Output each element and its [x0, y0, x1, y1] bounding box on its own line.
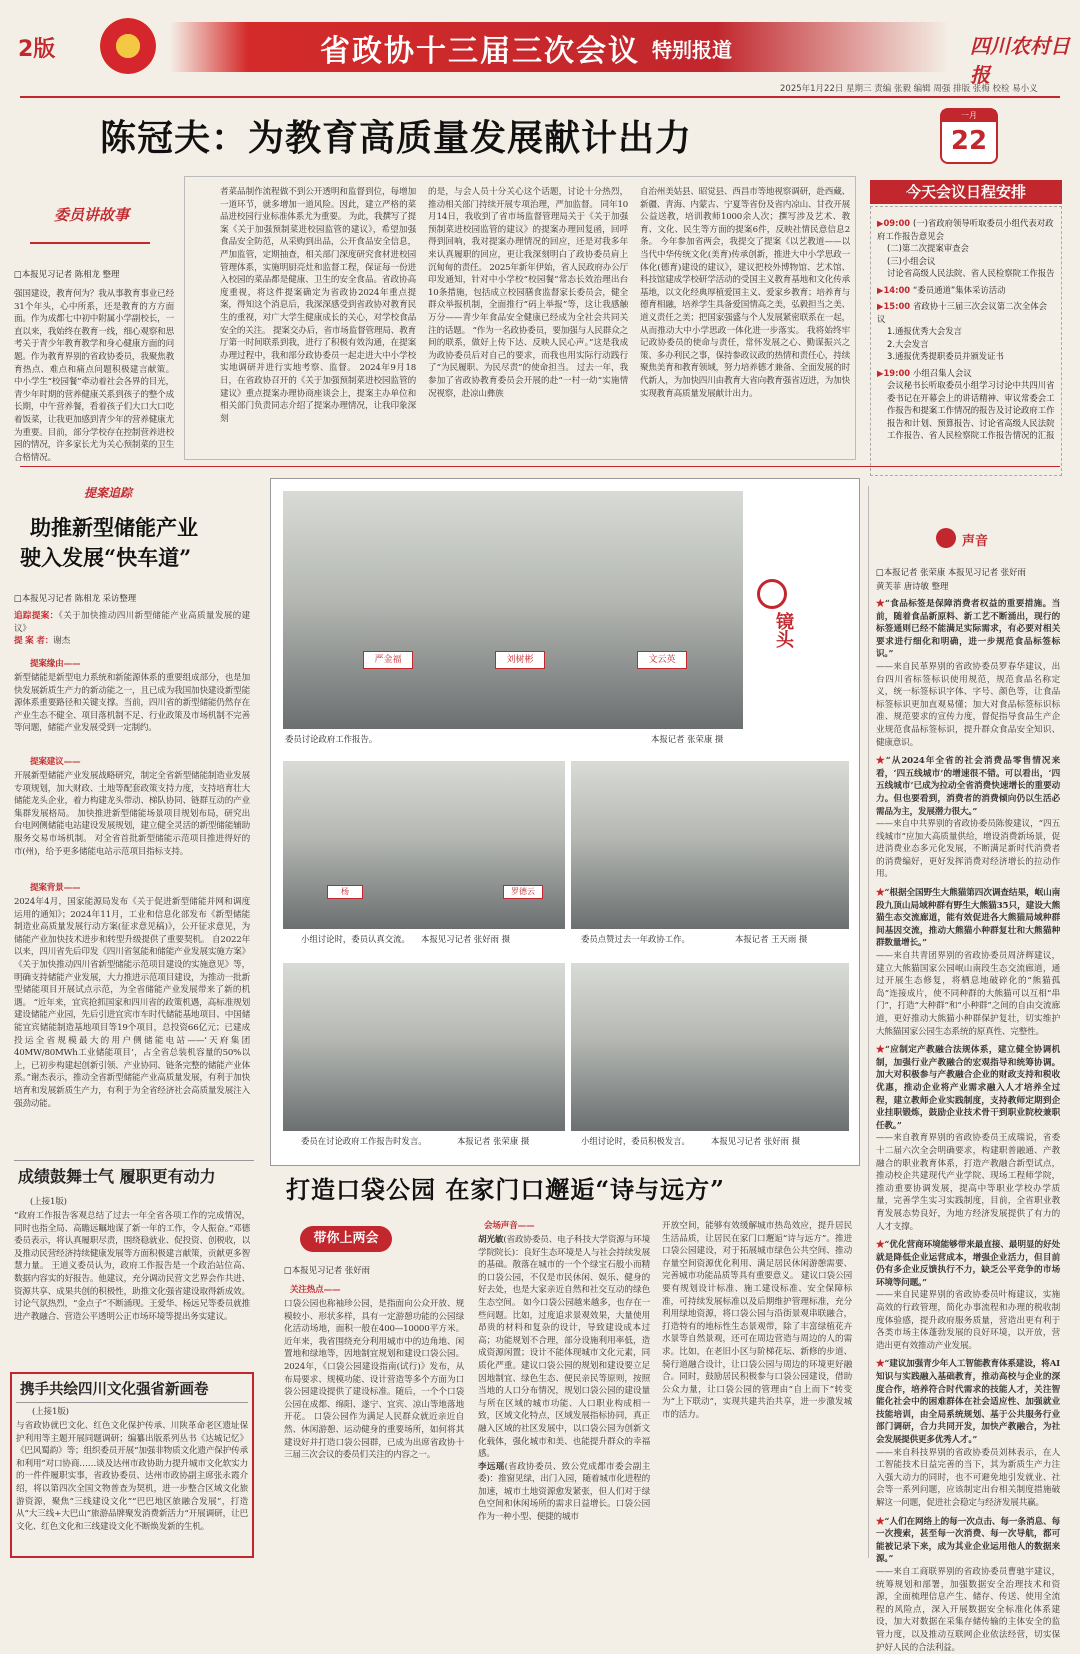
story5-byline: □本报见习记者 张好雨 — [284, 1265, 370, 1275]
agenda-text: 1.通报优秀大会发言 — [887, 326, 962, 336]
photo-frame — [270, 478, 860, 1166]
story1-byline: □本报见习记者 陈相龙 整理 — [14, 269, 120, 279]
story2-reason: 新型储能是新型电力系统和新能源体系的重要组成部分，也是加快发展新质生产力的新动能之一，且已成为我国加快建设新型能源体系重要路径和关键支撑。当前，四川省的新型储能仍然存在产业生态不健全、项目落机制不足、行业政策及市场机制不完善等问题，储能产业发展受到一定制约。 — [14, 673, 250, 734]
voices-byline-2: 黄芙菲 唐诗敏 整理 — [876, 581, 949, 591]
story5-col3: 开放空间，能够有效缓解城市热岛效应，提升居民生活品质，让居民在家门口邂逅“诗与远方”。推进口袋公园建设，对于拓展城市绿色公共空间、推动存量空间资源优化利用、满足居民休闲游憩需要、完善城市功能品质等具有重要意义。 建议口袋公园要有规划设计标准、施工建设标准、安全保障标准，可持续发展标准以及后期维护管理标准，充分利用绿地资源，将口袋公园与沿街景观串联融合，打造特有的地标性生态景观带，除了丰富绿植花卉水景等自然景观，还可在周边营造与周边的人的需求。比如，在老旧小区与阶梯花坛、新修的步道、骑行道融合设计，让口袋公园与周边的环境更好融合。同时，鼓励居民积极参与口袋公园建设，借助公众力量，让口袋公园的管理由“自上而下”转变为“上下联动”，实现共建共治共享，进一步激发城市的活力。 — [662, 1221, 852, 1420]
voice-quote: “应制定产教融合法规体系，建立健全协调机制，加强行业产教融合的宏观指导和统筹协调。加大对积极参与产教融合企业的财政支持和税收优惠，推动企业将产业需求融入人才培养全过程，建立教师企业实践制度，支持教师定期到企业挂职锻炼，鼓励企业技术骨干到职业院校兼职任教。” — [876, 1045, 1060, 1131]
phone-icon — [936, 528, 956, 548]
agenda-item — [877, 350, 1055, 363]
story2-reason-label: 提案缘由—— — [30, 659, 81, 669]
page-meta: 2025年1月22日 星期三 责编 张毅 编辑 周强 排版 张梅 校检 易小义 — [780, 84, 1038, 94]
agenda-time: ▶09:00 — [877, 218, 914, 228]
photo-caption-3: 委员点赞过去一年政协工作。 — [581, 934, 690, 944]
divider — [20, 466, 1060, 467]
photo-credit-3: 本报记者 王天雨 摄 — [735, 934, 808, 944]
nameplate: 严金福 — [363, 651, 413, 669]
voice-source: ——来自民革界别的省政协委员罗春华建议，出台四川省标签标识使用规范，规范食品名称定义，统一标签标识字体、字号、颜色等，让食品标签标识更加直观易懂；加大对食品标签标识标准、规范要求的宣传力度，督促指导食品生产企业规范食品标签标识，提升群众食品安全知识、健康意识。 — [876, 661, 1060, 748]
voice-source: ——来自民建界别的省政协委员叶梅建议，实施高效的行政管理，简化办事流程和办理的税收制度体验感，提升政府服务质量，营造出更有利于各类市场主体蓬勃发展的良好环境，以开放，营造出更有效推动产业发展。 — [876, 1290, 1060, 1351]
agenda-time: ▶19:00 — [877, 367, 914, 378]
photo-discussion-2 — [283, 761, 565, 929]
voice-quote: “食品标签是保障消费者权益的重要措施。当前，随着食品新原料、新工艺不断涌出，现行的标签通则已经不能满足实际需求，有必要对相关要求进行细化和明确，进一步规范食品标签标识。” — [876, 599, 1060, 660]
mirror-label: 镜头 — [773, 612, 794, 648]
photo-credit-4: 本报记者 张荣康 摄 — [457, 1136, 530, 1146]
agenda-text: 会议秘书长听取委员小组学习讨论中共四川省委书记在开幕会上的讲话精神、审议常委会工作报告和提案工作情况的报告及讨论政府工作报告和计划、预算报告、讨论省高级人民法院工作报告、省人民检察院工作报告情况的汇报 — [887, 380, 1055, 440]
voice-item: ★“从2024年全省的社会消费品零售情况来看，‘四五线城市’的增速很不错。可以看出，‘四五线城市’已成为拉动全省消费快速增长的重要动力。但也要看到，消费者的消费倾向仍以生活必需品为主，发展潜力很大。” ——来自中共界别的省政协委员陈俊建议，“四五线城市”应加大高质量供给，增设消费新场景，促进消费业态多元化发展，不断满足新时代消费者的消费编好，更好发挥消费对经济增长的拉动作用。 — [876, 756, 1060, 880]
photo-caption-2: 小组讨论时，委员认真交流。 — [301, 934, 410, 944]
story4-lead: (上接1版) — [32, 1407, 69, 1417]
photo-caption-5: 小组讨论时，委员积极发言。 — [581, 1136, 690, 1146]
agenda-item — [877, 267, 1055, 280]
voice-source: ——来自中共界别的省政协委员陈俊建议，“四五线城市”应加大高质量供给，增设消费新场景，促进消费业态多元化发展，不断满足新时代消费者的消费编好，更好发挥消费对经济增长的拉动作用。 — [876, 819, 1060, 880]
voice-source: ——来自工商联界别的省政协委员曹驰宇建议，统筹规划和部署，加强数据安全治理技术和资源，全面梳理信息产生、储存、传送、使用全流程的风险点，深入开展数据安全标准化体系建设，加大对数据在采集存储传输的主体安全的监管力度，以及推动互联网企业依法经营，切实保护好人民的合法利益。 — [876, 1566, 1060, 1653]
voice-item: ★“根据全国野生大熊猫第四次调查结果，岷山南段九顶山局域种群有野生大熊猫35只，建设大熊猫生态交流廊道，能有效促进各大熊猫局域种群间基因交流，推动大熊猫小种群复壮和大熊猫种群数量增长。” ——来自共青团界别的省政协委员周济辉建议，建立大熊猫国家公园岷山南段生态交流廊道，通过开展生态修复，将栖息地破碎化的“熊猫孤岛”连接成片，使不同种群的大熊猫可以互相“串门”，打造“大种群”和“小种群”之间的自由交流廊道，更好推动大熊猫小种群保护复壮，切实维护大熊猫国家公园生态系统的原真性、完整性。 — [876, 888, 1060, 1037]
story1-col1: 强国建设，教育何为？我从事教育事业已经31个年头，心中所系，还是教育的方方面面。作为成都七中初中附属小学副校长，一直以来，我始终在教育一线，细心观察和思考关于青少年教育教学和身心健康方面的问题。作为教育界别的省政协委员，我聚焦教育热点、难点和痛点问题积极建言献策。 中小学生“校园餐”牵动着社会各界的目光，青少年时期的营养健康关系到孩子的整个成长期，中午营养餐，看着孩子们大口大口吃着饭菜，让我更加感到青少年的营养健康尤为重要。目前，部分学校存在控制营养进校园的情况，许多家长尤为关心预制菜的卫生合格情况。 — [14, 289, 174, 463]
voice-item: ★“食品标签是保障消费者权益的重要措施。当前，随着食品新原料、新工艺不断涌出，现行的标签通则已经不能满足实际需求，有必要对相关要求进行细化和明确，进一步规范食品标签标识。” ——来自民革界别的省政协委员罗春华建议，出台四川省标签标识使用规范，规范食品名称定义，统一标签标识字体、字号、颜色等，让食品标签标识更加直观易懂；加大对食品标签标识标准、规范要求的宣传力度，督促指导食品生产企业规范食品标签标识，提升群众食品安全知识、健康意识。 — [876, 599, 1060, 748]
voice-quote: “从2024年全省的社会消费品零售情况来看，‘四五线城市’的增速很不错。可以看出，‘四五线城市’已成为拉动全省消费快速增长的重要动力。但也要看到，消费者的消费倾向仍以生活必需品为主，发展潜力很大。” — [876, 756, 1060, 817]
agenda-text: 省政协十三届三次会议第二次全体会议 — [877, 301, 1048, 324]
photo-caption-1: 委员讨论政府工作报告。 — [285, 734, 378, 744]
story2-title-line2: 驶入发展“快车道” — [20, 545, 192, 570]
agenda-time: ▶15:00 — [877, 301, 914, 311]
agenda-item — [877, 325, 1055, 338]
voice-item: ★“优化营商环境能够带来最直接、最明显的好处就是降低企业运营成本，增强企业活力，但目前仍有多企业反馈执行不力，缺乏公平竞争的市场环境等问题。” ——来自民建界别的省政协委员叶梅建议，实施高效的行政管理，简化办事流程和办理的税收制度体验感，提升政府服务质量，营造出更有利于各类市场主体蓬勃发展的良好环境，以开放，营造出更有效推动产业发展。 — [876, 1240, 1060, 1351]
story4-title: 携手共绘四川文化强省新画卷 — [20, 1381, 209, 1398]
agenda-item — [877, 338, 1055, 351]
photo-discussion-1 — [283, 491, 743, 729]
agenda-box — [870, 206, 1062, 476]
agenda-text: 讨论省高级人民法院、省人民检察院工作报告 — [887, 268, 1055, 278]
story-tag-tracking: 提案追踪 — [84, 486, 133, 500]
photo-discussion-3 — [571, 761, 849, 929]
story5-title: 打造口袋公园 在家门口邂逅“诗与远方” — [286, 1175, 725, 1204]
story1-col3: 的是，与会人员十分关心这个话题，讨论十分热烈，推动相关部门持续开展专项治理，严加监督。 同年10月14日，我收到了省市场监督管理局关于《关于加强预制菜进校园监管的建议》的提案办理回复函，回呼得到回响，我对提案办理情况的回应，还是对我多年来认真履职的回应，更让我深刻明白了政协委员肩上沉甸甸的责任。 2025年新年伊始，省人民政府办公厅印发通知，针对中小学校“校园餐”常态长效治理出台10条措施，包括成立校园膳食监督家长委员会，健全群众举报机制，全面推行“码上举报”等，这让我感触万分——青少年食品安全健康已经成为全社会共同关注的话题。 “作为一名政协委员，要加强与人民群众之间的联系，做好上传下达、反映人民心声。”这是我成为政协委员后对自己的要求，而我也用实际行动践行了“为民履职、为民尽责”的使命担当。 过去一年，我参加了省政协教育委员会开展的赴“一村一幼”实施情况视察，赴凉山彝族 — [428, 187, 628, 399]
story3-lead: (上接1版) — [30, 1197, 67, 1207]
voices-byline-1: □本报记者 张荣康 本报见习记者 张好雨 — [876, 567, 1026, 577]
story2-bg-label: 提案背景—— — [30, 883, 81, 893]
agenda-item — [877, 242, 1055, 255]
story3-title: 成绩鼓舞士气 履职更有动力 — [18, 1167, 216, 1186]
divider — [16, 1402, 248, 1403]
agenda-text: (三)小组会议 — [887, 255, 936, 266]
story2-bg: 2024年4月，国家能源局发布《关于促进新型储能并网和调度运用的通知》；2024年11月，工业和信息化部发布《新型储能制造业高质量发展行动方案(征求意见稿)》，公开征求意见，为储能产业加快技术进步和转型升级提供了重要契机。 自2022年以来，四川省先后印发《四川省氢能和储能产业发展实施方案》《关于加快推动四川省新型储能示范项目建设的实施意见》等，明确支持储能产业发展，大力推进示范项目建设，为推动一批新型储能项目开展试点示范，为全省储能产业发展带来了新的机遇。 “近年来，宜宾抢抓国家和四川省的政策机遇，高标准规划建设储能产业园，先后引进宜宾市车时代储能基地项目、中国储能宜宾储能制造基地项目等19个项目，总投资66亿元；已建成投运全省规模最大的用户侧储能电站——‘天府集团40MW/80MWh工业储能项目’，占全省总装机容量的50%以上，已初步构建起创新引领、产业协同、链条完整的储能产业体系。”谢杰表示，推动全省新型储能产业高质量发展，有利于加快培育和发展新质生产力，有利于为全省经济社会高质量发展注入强劲动能。 — [14, 897, 250, 1109]
agenda-text: 2.大会发言 — [887, 338, 929, 349]
story2-byline: □本报见习记者 陈相龙 采访整理 — [14, 593, 137, 603]
calendar-icon — [940, 108, 998, 164]
voices-tag: 声音 — [962, 534, 989, 549]
agenda-text: (一)省政府领导听取委员小组代表对政府工作报告意见会 — [877, 218, 1054, 241]
voice-quote: “人们在网络上的每一次点击、每一条消息、每一次搜索，甚至每一次消费、每一次导航，都可能被记录下来，成为其业企业运用他人的数据来源。” — [876, 1516, 1060, 1565]
voice-source: ——来自科技界别的省政协委员刘林表示，在人工智能技术日益完善的当下，其为新质生产力注入强大动力的同时，也不可避免地引发就业、社会等一系列问题，应该制定出台相关制度措施破解这一问题，促进社会稳定与经济发展共赢。 — [876, 1447, 1060, 1508]
voice-source: ——来自共青团界别的省政协委员周济辉建议，建立大熊猫国家公园岷山南段生态交流廊道，通过开展生态修复，将栖息地破碎化的“熊猫孤岛”连接成片，使不同种群的大熊猫可以互相“串门”，打造“大种群”和“小种群”之间的自由交流廊道，更好推动大熊猫小种群保护复壮，切实维护大熊猫国家公园生态系统的原真性、完整性。 — [876, 951, 1060, 1037]
cppcc-emblem-icon — [100, 18, 156, 74]
story2-suggest-label: 提案建议—— — [30, 757, 81, 767]
story1-frame — [184, 176, 856, 460]
story2-title-line1: 助推新型储能产业 — [30, 515, 198, 540]
divider — [20, 96, 1060, 98]
story1-col2: 者菜品制作流程做不到公开透明和监督到位，每增加一道环节，就多增加一道风险。因此，建立严格的菜品进校园行业标准体系尤为重要。 为此，我撰写了提案《关于加强预制菜进校园监管的建议》，希望加强食品安全防范，从采购到出品，公开食品安全信息，严加监管，定期抽查，相关部门深度研究食材进校园管理体系，实施明厨亮灶和监督工程，保证每一份进入校园的菜品都是健康、卫生的安全食品。省政协高度重视，将这件提案确定为省政协2024年重点提案，得知这个消息后，我深深感受到省政协对教育民生的重视，对广大学生健康成长的关心，对学校食品安全的关注。 提案交办后，省市场监督管理局、教育厅第一时间联系到我，进行了积极有效沟通，在提案办理过程中，我和部分政协委员一起走进大中小学校实地调研并进行实地考察、监督。 2024年9月18日，在省政协召开的《关于加强预制菜进校园监管的建议》重点提案办理协商座谈会上，提案主办单位和相关部门负责同志介绍了提案办理情况，让我印象深刻 — [220, 187, 416, 424]
agenda-text: 3.通报优秀提职委员并颁发证书 — [887, 351, 1004, 361]
voice-quote: “优化营商环境能够带来最直接、最明显的好处就是降低企业运营成本，增强企业活力，但目前仍有多企业反馈执行不力，缺乏公平竞争的市场环境等问题。” — [876, 1240, 1060, 1288]
voice-quote: “根据全国野生大熊猫第四次调查结果，岷山南段九顶山局域种群有野生大熊猫35只，建设大熊猫生态交流廊道，能有效促进各大熊猫局域种群间基因交流，推动大熊猫小种群复壮和大熊猫种群数量增长。” — [876, 888, 1060, 949]
voice-quote: “建议加强青少年人工智能教育体系建设，将AI知识与实践融入基础教育，推动高校与企业的深度合作，培养符合时代需求的技能人才，关注智能化社会中的困难群体在社会适应性、加强就业技能培训，由全局系统规划、基于公共服务行业部门调研，合力共同开发，加快产教融合，为社会发展提供更多优秀人才。” — [876, 1359, 1060, 1445]
voice-item: ★“建议加强青少年人工智能教育体系建设，将AI知识与实践融入基础教育，推动高校与企业的深度合作，培养符合时代需求的技能人才，关注智能化社会中的困难群体在社会适应性、加强就业技能培训，由全局系统规划、基于公共服务行业部门调研，合力共同开发，加快产教融合，为社会发展提供更多优秀人才。” ——来自科技界别的省政协委员刘林表示，在人工智能技术日益完善的当下，其为新质生产力注入强大动力的同时，也不可避免地引发就业、社会等一系列问题，应该制定出台相关制度措施破解这一问题，促进社会稳定与经济发展共赢。 — [876, 1359, 1060, 1508]
agenda-text: (二)第二次提案审查会 — [887, 243, 969, 253]
banner-title: 省政协十三届三次会议 — [320, 34, 640, 69]
agenda-item — [877, 367, 1055, 380]
story1-col4: 自治州美姑县、昭觉县、西昌市等地视察调研，赴西藏、新疆、青海、内蒙古、宁夏等省份及省内凉山、甘孜开展公益送教，培训教师1000余人次；撰写涉及艺术、教育、文化、民生等方面的提案6件，反映社情民意信息2条。 今年参加省两会，我提交了提案《以艺教道——以当代中华传统文化(美育)传承创新，推进大中小学思政一体化(德育)建设的建议》，建议把校外博物馆、艺术馆、科技馆建成学校研学活动的受国主义教育基地和文化传承基地，以文化经典厚植爱国主义、爱家乡教育；培养育与德育相融，培养学生具备爱国情高之美，弘毅担当之美、道义责任之美；把国家强盛与个人发展紧密联系在一起，从而推动大中小学思政一体化进一步落实。 我将始终牢记政协委员的使命与责任，常怀发展之心、勤谋振兴之策、多办利民之事，保持参政议政的热情和责任心，持续聚焦美育和教育领域，努力培养德才兼备、全面发展的时代新人，为加快四川由教育大省向教育强省迈进，为加快实现教育高质量发展献计出力。 — [640, 187, 850, 399]
calendar-month: 一月 — [942, 110, 996, 122]
main-title: 陈冠夫：为教育高质量发展献计出力 — [100, 117, 693, 159]
voice-item: ★“人们在网络上的每一次点击、每一条消息、每一次搜索，甚至每一次消费、每一次导航，都可能被记录下来，成为其业企业运用他人的数据来源。” ——来自工商联界别的省政协委员曹驰宇建议，统筹规划和部署，加强数据安全治理技术和资源，全面梳理信息产生、储存、传送、使用全流程的风险点，深入开展数据安全标准化体系建设，加大对数据在采集存储传输的主体安全的监管力度，以及推动互联网企业依法经营，切实保护好人民的合法利益。 — [876, 1516, 1060, 1653]
story2-suggest: 开展新型储能产业发展战略研究，制定全省新型储能制造业发展专项规划，加大财政、土地等配套政策支持力度，支持培育壮大储能龙头企业，着力构建龙头带动、梯队协同、链群互动的产业集群发展格局。 加快推进新型储能场景项目规划布局，研究出台电网侧储能电站建设发展规划，建立健全灵活的新型储能辅助服务交易市场机制。 对全省首批新型储能示范项目推进得好的市(州)，给予更多储能电站示范项目指标支持。 — [14, 771, 250, 857]
story5-voices: 胡光敏(省政协委员、电子科技大学资源与环境学院院长)：良好生态环境是人与社会持续发展的基础。散落在城市的一个个绿宝石般小而精的口袋公园，不仅是市民休闲、娱乐、健身的好去处，也是大家亲近自然和社交互动的绿色生态空间。 如今口袋公园越来越多，也存在一些问题。比如，过度追求景观效果，大量使用昂贵的材料和复杂的设计，导致建设成本过高；功能规划不合理，部分设施利用率低，造成资源闲置；设计不能体现城市文化元素，同质化严重。建议口袋公园的规划和建设要立足因地制宜、绿色生态、便民亲民等原则，按照当地的人口分布情况，规划口袋公园的建设量与所在区域的城市功能、人口职业构成相一致，区域文化特点，区域发展指标协同，真正融入区域的社区发展中，以口袋公园为创新文化载体，强化城市和美、也能提升群众的幸福感。 李远瑶(省政协委员、致公党成都市委会副主委)：推窗见绿，出门入园，随着城市化进程的加速，城市土地资源愈发紧张，但人们对于绿色空间和休闲场所的需求日益增长。口袋公园作为一种小型、便捷的城市 — [478, 1235, 650, 1523]
agenda-item — [877, 217, 1055, 242]
photo-credit-2: 本报见习记者 张好雨 摄 — [421, 934, 511, 944]
divider — [14, 1160, 254, 1161]
agenda-title: 今天会议日程安排 — [870, 180, 1062, 204]
tag-underline — [30, 232, 150, 244]
story5-focus: 口袋公园也称袖珍公园，是指面向公众开放、规模较小、形状多样，具有一定游憩功能的公园绿化活动场地，面积一般在400—10000平方米。 近年来，我省围绕充分利用城市中的边角地、闲置地和绿地等，因地制宜规划和建设口袋公园。2024年，《口袋公园建设指南(试行)》发布，从布局要求、规模功能、设计营造等多个方面为口袋公园建设提供了建设标准。随后，一个个口袋公园在成都、绵阳、遂宁、宜宾、凉山等地落地开花。 口袋公园作为满足人民群众就近亲近自然、休闲游憩、运动健身的重要场所，如何将其建设好并打造口袋公园群，已成为出席省政协十三届三次会议的委员们关注的内容之一。 — [284, 1299, 464, 1461]
story5-focus-label: 关注热点—— — [290, 1285, 341, 1295]
story3-text: “政府工作报告客观总结了过去一年全省各项工作的完成情况，同时也指全局、高瞻远瞩地谋了新一年的工作，令人振奋。”邓德委员表示，将认真履职尽责，围绕稳就业、促投资、创税收，以及推动民营经济持续健康发展等方面积极建言献策，贡献更多智慧力量。 王道义委员认为，政府工作报告是一个政治站位高、数据内容实的好报告。他建议，充分调动民营文艺界会作共进、资源共享、成果共创的积极性，助推文化强省建设取得新成效。 讨论气氛热烈，“金点子”不断涌现。王爱华、杨远兄等委员就推进产教融合、营造公平透明公正市场环境等提出务实建议。 — [14, 1211, 250, 1322]
photo-caption-4: 委员在讨论政府工作报告时发言。 — [301, 1136, 427, 1146]
page-number: 2版 — [18, 37, 56, 62]
agenda-list — [871, 207, 1061, 448]
agenda-text: 小组召集人会议 — [913, 367, 972, 378]
story4-text: 与省政协就巴文化、红色文化保护传承、川陕革命老区遗址保护利用等主题开展同题调研；编纂出版系列丛书《达城记忆》《巴风蜀韵》等；组织委员开展“加强非物质文化遗产保护传承和利用”对口协商……谈及达州市政协助力提升城市文化软实力的一件件履职实事，省政协委员、达州市政协副主席张永霞介绍，将以第四次全国文物普查为契机，进一步整合区域文化旅游资源，聚焦“三线建设文化”“巴巴地区旅融合发展”，打造从“大三线+大巴山”旅游品牌聚发消费新活力“开展调研，让巴文化、红色文化和三线建设文化不断焕发新的生机。 — [16, 1421, 248, 1532]
photo-credit-1: 本报记者 张荣康 摄 — [651, 734, 724, 744]
nameplate: 文云英 — [637, 651, 687, 669]
nameplate: 罗德云 — [503, 885, 543, 899]
banner-subtitle: 特别报道 — [652, 38, 732, 62]
story5-tag: 带你上两会 — [300, 1226, 392, 1252]
photo-speaker-1 — [283, 963, 565, 1131]
agenda-item — [877, 379, 1055, 442]
story2-tracking: 追踪提案：《关于加快推动四川新型储能产业高质量发展的建议》 提 案 者：谢杰 — [14, 611, 250, 647]
photo-speaker-2 — [571, 963, 849, 1131]
story5-voice-label: 会场声音—— — [484, 1221, 535, 1231]
voice-item: ★“应制定产教融合法规体系，建立健全协调机制，加强行业产教融合的宏观指导和统筹协调。加大对积极参与产教融合企业的财政支持和税收优惠，推动企业将产业需求融入人才培养全过程，建立教师企业实践制度，支持教师定期到企业挂职锻炼，鼓励企业技术骨干到职业院校兼职任教。” ——来自教育界别的省政协委员王成瑞说，省委十二届六次全会明确要求，构建职普融通、产教融合的职业教育体系，打造产教融合新型试点，推动校企共建现代产业学院、现场工程师学院，推动重要协调发展，提高中等职业学校办学质量，完善学生实习实践制度，目前，全省职业教育发展态势良好，为地方经济发展提供了有力的人才支撑。 — [876, 1045, 1060, 1232]
photo-credit-5: 本报见习记者 张好雨 摄 — [711, 1136, 801, 1146]
camera-lens-icon — [757, 579, 787, 609]
agenda-item — [877, 284, 1055, 297]
calendar-day: 22 — [950, 126, 988, 156]
voice-source: ——来自教育界别的省政协委员王成瑞说，省委十二届六次全会明确要求，构建职普融通、产教融合的职业教育体系，打造产教融合新型试点，推动校企共建现代产业学院、现场工程师学院，推动重要协调发展，提高中等职业学校办学质量，完善学生实习实践制度，目前，全省职业教育发展态势良好，为地方经济发展提供了有力的人才支撑。 — [876, 1133, 1060, 1232]
voices-list — [876, 598, 1060, 1653]
nameplate: 杨 — [327, 885, 363, 899]
story-tag-committee: 委员讲故事 — [54, 206, 130, 224]
nameplate: 刘树彬 — [495, 651, 545, 669]
newspaper-logo: 四川农村日报 — [970, 34, 1070, 87]
agenda-item — [877, 300, 1055, 325]
agenda-text: “委员通道”集体采访活动 — [913, 284, 1006, 295]
agenda-item — [877, 255, 1055, 268]
agenda-time: ▶14:00 — [877, 284, 914, 295]
